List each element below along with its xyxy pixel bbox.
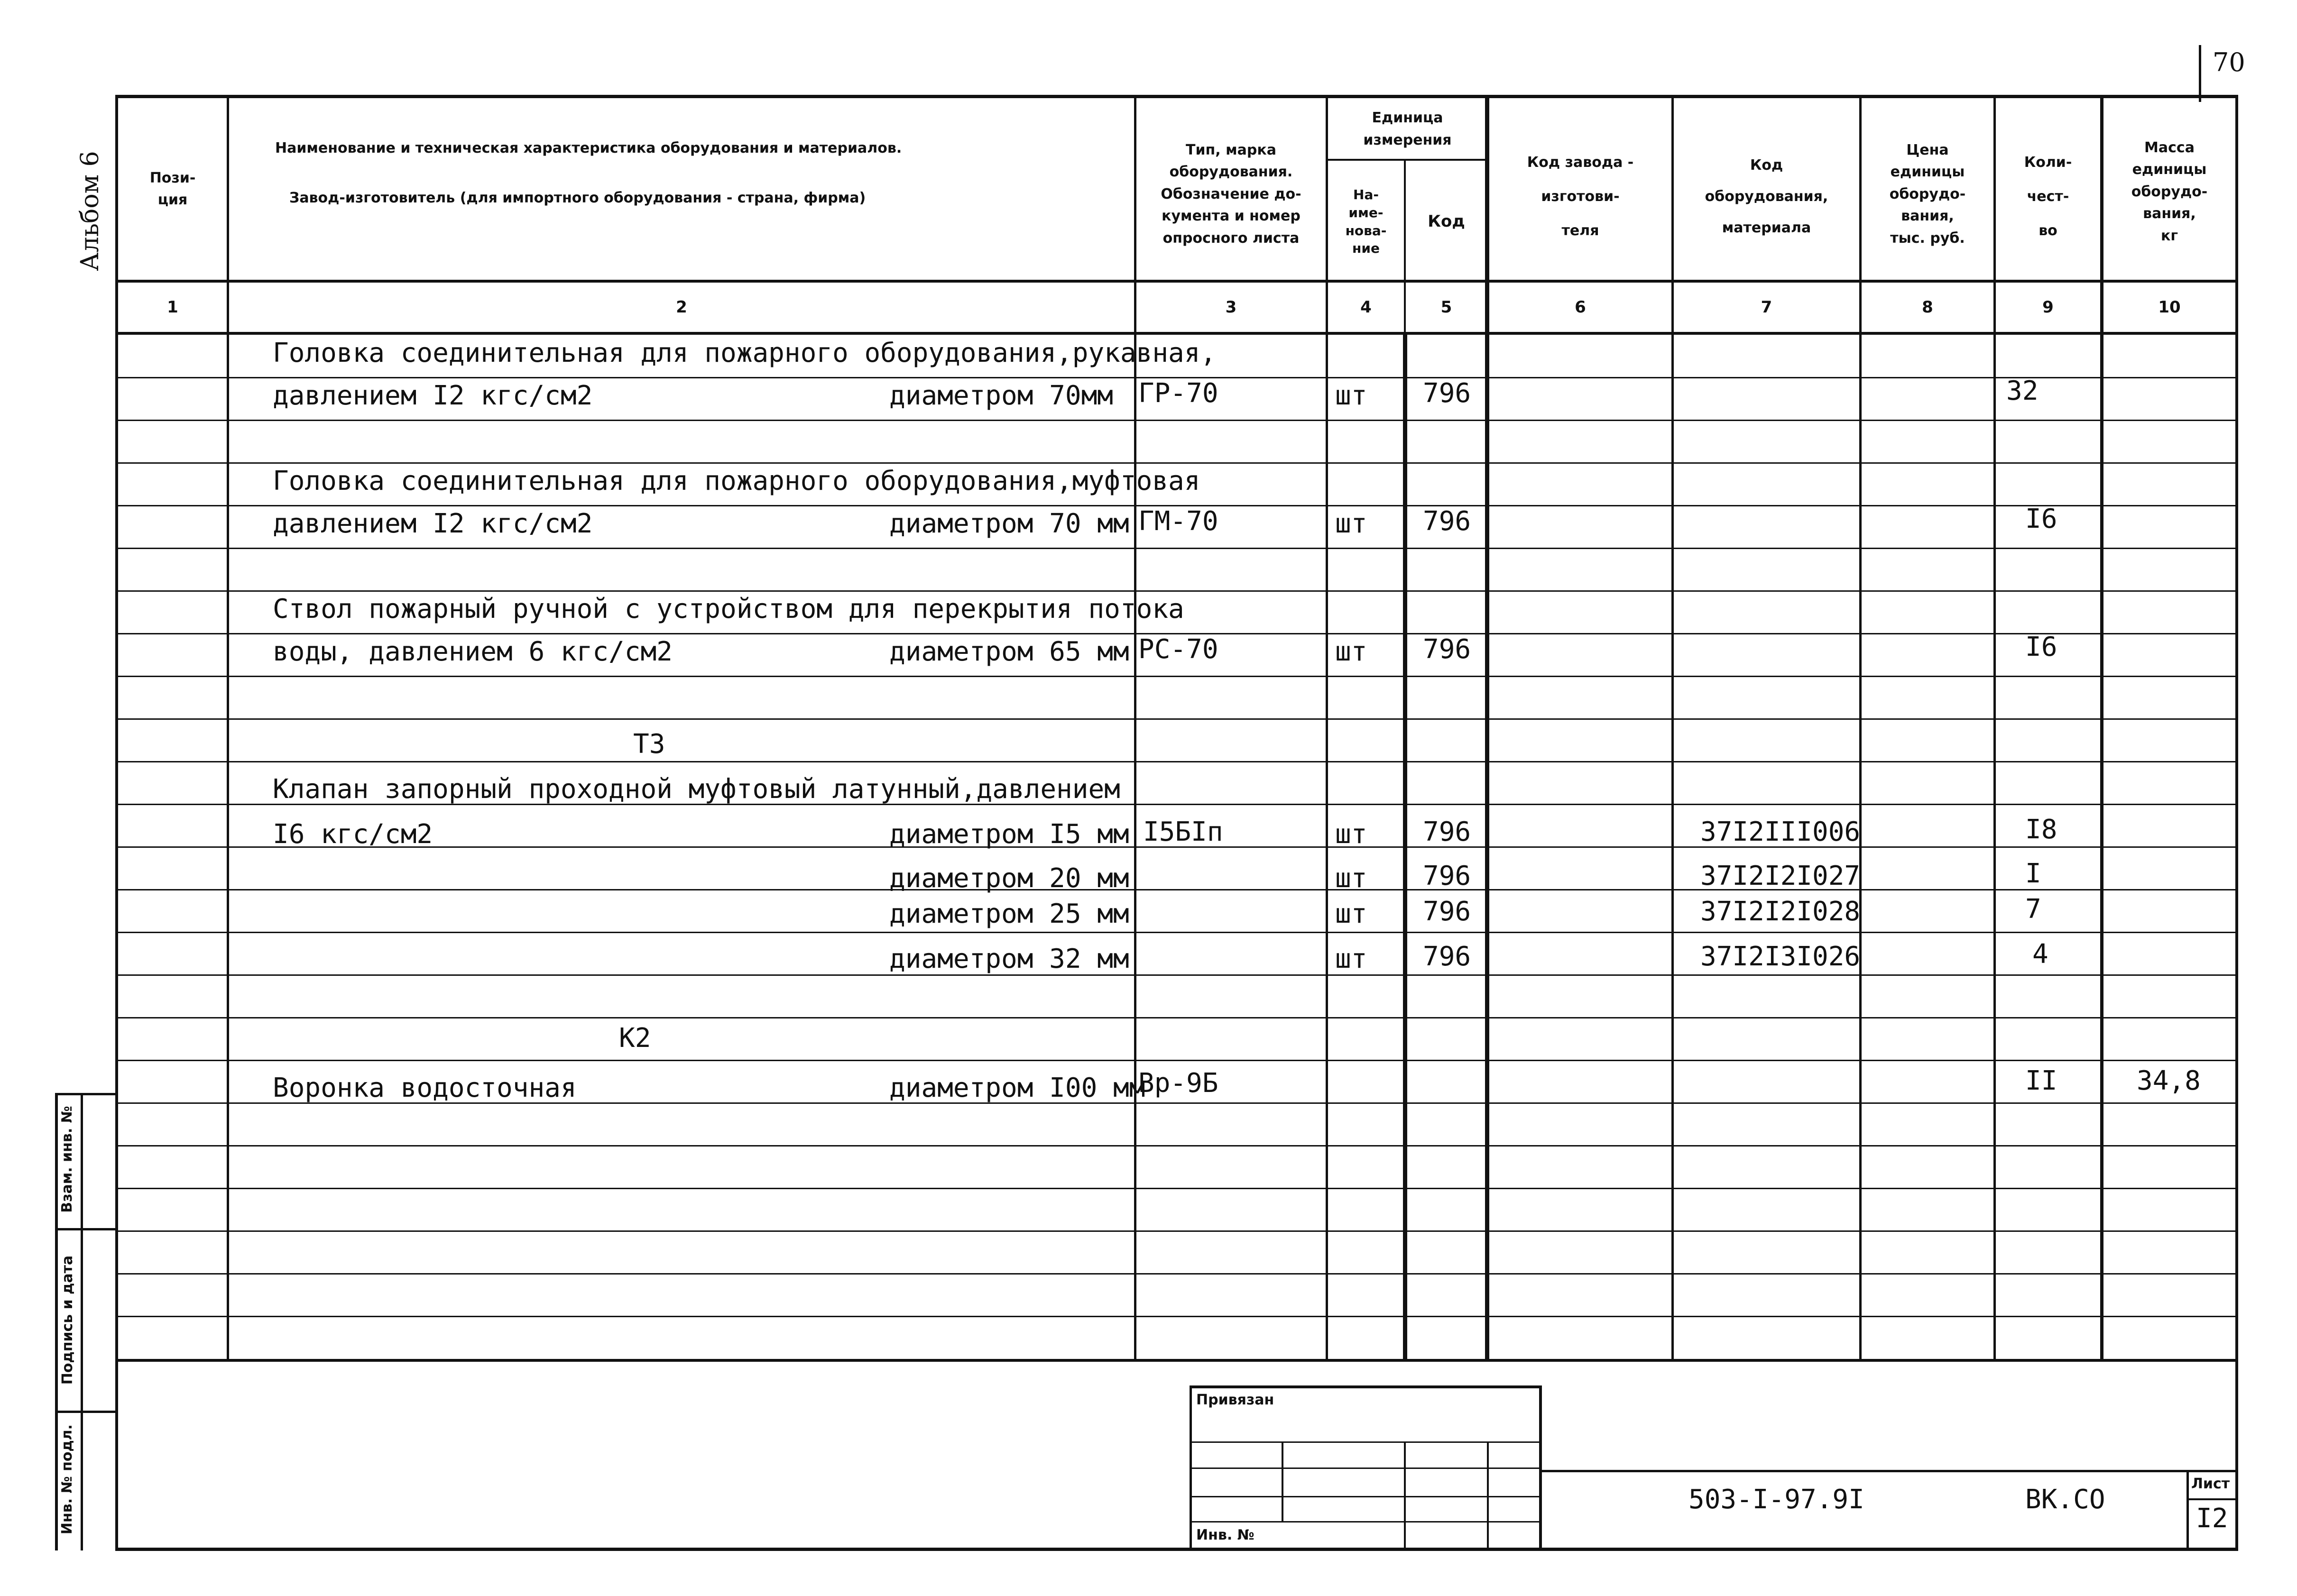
item-type: Вр-9Б bbox=[1138, 1068, 1218, 1099]
item-material-code: 37I2III006 bbox=[1700, 816, 1861, 847]
item-unit: шт bbox=[1335, 819, 1367, 850]
row-line bbox=[115, 1017, 2238, 1018]
frame-bottom bbox=[115, 1548, 2238, 1551]
row-line bbox=[115, 1230, 2238, 1232]
item-name: I6 кгс/см2 bbox=[273, 819, 433, 850]
item-name: Ствол пожарный ручной с устройством для перекрытия потока bbox=[273, 594, 1184, 624]
header-mass: Масса единицы оборудо- вания, кг bbox=[2131, 139, 2208, 244]
frame-right bbox=[2235, 95, 2238, 1550]
item-type: РС-70 bbox=[1138, 634, 1218, 665]
item-quantity: 7 bbox=[2025, 894, 2041, 925]
col-line-4-head bbox=[1404, 159, 1406, 334]
column-number: 7 bbox=[1761, 298, 1772, 317]
header-type: Тип, марка оборудования. Обозначение до- кумента и номер опросного листа bbox=[1161, 141, 1301, 247]
item-material-code: 37I2I2I028 bbox=[1700, 896, 1861, 927]
column-number: 3 bbox=[1225, 298, 1237, 317]
document-code: 503-I-97.9I bbox=[1688, 1484, 1864, 1515]
col-line-2 bbox=[1134, 95, 1136, 1361]
header-factory-code: Код завода - изготови- теля bbox=[1527, 154, 1634, 239]
item-quantity: I8 bbox=[2025, 814, 2057, 845]
header-unit: Единица измерения bbox=[1363, 110, 1452, 148]
item-unit-code: 796 bbox=[1423, 861, 1471, 891]
sheet-label: Лист bbox=[2191, 1476, 2230, 1492]
sheet-divider bbox=[2186, 1470, 2189, 1549]
col-line-3 bbox=[1326, 95, 1328, 1361]
item-quantity: 4 bbox=[2032, 939, 2048, 970]
item-diameter: диаметром 70мм bbox=[889, 380, 1114, 411]
item-name: Клапан запорный проходной муфтовый латунный,давлением bbox=[273, 774, 1120, 805]
row-line bbox=[115, 1316, 2238, 1317]
privyazan-label: Привязан bbox=[1196, 1392, 1274, 1408]
row-line bbox=[115, 1188, 2238, 1189]
unit-group-divider bbox=[1326, 159, 1487, 161]
row-line bbox=[115, 420, 2238, 421]
stamp-line bbox=[55, 1228, 117, 1230]
header-unit-code: Код bbox=[1428, 212, 1465, 231]
column-number: 9 bbox=[2042, 298, 2054, 317]
table-bottom bbox=[115, 1359, 2238, 1362]
item-type: I5БIп bbox=[1143, 816, 1223, 847]
header-price: Цена единицы оборудо- вания, тыс. руб. bbox=[1889, 141, 1966, 247]
column-numbers-divider bbox=[115, 332, 2238, 335]
section-label: Т3 bbox=[633, 729, 665, 760]
item-type: ГР-70 bbox=[1138, 378, 1218, 409]
item-mass: 34,8 bbox=[2137, 1065, 2201, 1096]
item-name: давлением I2 кгс/см2 bbox=[273, 508, 593, 539]
sheet-line bbox=[2186, 1498, 2236, 1500]
item-unit: шт bbox=[1335, 944, 1367, 974]
item-diameter: диаметром I00 мм bbox=[889, 1073, 1145, 1103]
item-unit-code: 796 bbox=[1423, 896, 1471, 927]
col-line-1 bbox=[227, 95, 229, 1361]
item-name: Головка соединительная для пожарного оборудования,муфтовая bbox=[273, 466, 1200, 496]
item-unit-code: 796 bbox=[1423, 941, 1471, 972]
stamp-top bbox=[1539, 1470, 2236, 1472]
privyazan-top bbox=[1190, 1385, 1541, 1388]
frame-top bbox=[115, 95, 2235, 98]
column-number: 1 bbox=[167, 298, 178, 317]
stamp-vzam: Взам. инв. № bbox=[59, 1106, 75, 1213]
item-unit: шт bbox=[1335, 863, 1367, 894]
frame-left bbox=[115, 95, 118, 1550]
document-mark: ВК.СО bbox=[2025, 1484, 2105, 1515]
header-position: Пози- ция bbox=[149, 169, 196, 208]
col-line-4-body bbox=[1403, 335, 1407, 1361]
item-type: ГМ-70 bbox=[1138, 506, 1218, 537]
privyazan-col bbox=[1487, 1441, 1489, 1549]
item-name: Воронка водосточная bbox=[273, 1073, 577, 1103]
item-quantity: I6 bbox=[2025, 504, 2057, 534]
header-name-line2: Завод-изготовитель (для импортного оборудования - страна, фирма) bbox=[289, 190, 866, 206]
stamp-divider bbox=[81, 1093, 83, 1550]
item-quantity: I6 bbox=[2025, 632, 2057, 662]
album-label: Альбом 6 bbox=[76, 151, 104, 271]
stamp-inv: Инв. № подл. bbox=[59, 1424, 75, 1535]
item-diameter: диаметром 70 мм bbox=[889, 508, 1129, 539]
privyazan-col bbox=[1404, 1441, 1406, 1549]
col-line-6 bbox=[1671, 95, 1674, 1361]
item-material-code: 37I2I3I026 bbox=[1700, 941, 1861, 972]
row-line bbox=[115, 462, 2238, 464]
column-number: 4 bbox=[1360, 298, 1372, 317]
row-line bbox=[115, 590, 2238, 592]
sheet-number: I2 bbox=[2196, 1503, 2228, 1534]
stamp-podpis: Подпись и дата bbox=[59, 1255, 76, 1385]
item-diameter: диаметром 25 мм bbox=[889, 899, 1129, 929]
item-diameter: диаметром 20 мм bbox=[889, 863, 1129, 894]
column-number: 2 bbox=[676, 298, 687, 317]
item-unit: шт bbox=[1335, 508, 1367, 539]
header-material-code: Код оборудования, материала bbox=[1705, 157, 1828, 236]
row-line bbox=[115, 889, 2238, 890]
col-line-8 bbox=[1993, 95, 1996, 1361]
header-divider bbox=[115, 280, 2238, 283]
item-diameter: диаметром 65 мм bbox=[889, 636, 1129, 667]
item-quantity: 32 bbox=[2006, 376, 2039, 406]
col-line-7 bbox=[1859, 95, 1862, 1361]
item-unit-code: 796 bbox=[1423, 634, 1471, 665]
col-line-9 bbox=[2100, 95, 2103, 1361]
col-line-5 bbox=[1485, 95, 1489, 1361]
header-unit-name: На- име- нова- ние bbox=[1345, 186, 1387, 257]
privyazan-col bbox=[1282, 1441, 1283, 1522]
item-unit: шт bbox=[1335, 636, 1367, 667]
item-unit-code: 796 bbox=[1423, 816, 1471, 847]
page-number: 70 bbox=[2213, 47, 2245, 77]
item-quantity: II bbox=[2025, 1065, 2057, 1096]
row-line bbox=[115, 761, 2238, 762]
inv-no-label: Инв. № bbox=[1196, 1527, 1255, 1543]
row-line bbox=[115, 932, 2238, 933]
item-diameter: диаметром I5 мм bbox=[889, 819, 1129, 850]
row-line bbox=[115, 676, 2238, 677]
item-quantity: I bbox=[2025, 858, 2041, 889]
row-line bbox=[115, 974, 2238, 976]
item-diameter: диаметром 32 мм bbox=[889, 944, 1129, 974]
item-unit-code: 796 bbox=[1423, 506, 1471, 537]
row-line bbox=[115, 1145, 2238, 1147]
section-label: К2 bbox=[619, 1023, 651, 1054]
header-quantity: Коли- чест- во bbox=[2024, 154, 2072, 239]
item-unit-code: 796 bbox=[1423, 378, 1471, 409]
row-line bbox=[115, 718, 2238, 720]
item-name: давлением I2 кгс/см2 bbox=[273, 380, 593, 411]
header-name-line1: Наименование и техническая характеристика оборудования и материалов. bbox=[275, 140, 902, 156]
column-number: 10 bbox=[2158, 298, 2181, 317]
row-line bbox=[115, 548, 2238, 549]
column-number: 5 bbox=[1440, 298, 1452, 317]
column-number: 6 bbox=[1575, 298, 1586, 317]
page-number-divider bbox=[2199, 45, 2201, 102]
row-line bbox=[115, 1060, 2238, 1061]
row-line bbox=[115, 1273, 2238, 1275]
item-name: Головка соединительная для пожарного оборудования,рукавная, bbox=[273, 338, 1217, 368]
item-unit: шт bbox=[1335, 380, 1367, 411]
item-unit: шт bbox=[1335, 899, 1367, 929]
column-number: 8 bbox=[1922, 298, 1933, 317]
item-name: воды, давлением 6 кгс/см2 bbox=[273, 636, 673, 667]
item-material-code: 37I2I2I027 bbox=[1700, 861, 1861, 891]
